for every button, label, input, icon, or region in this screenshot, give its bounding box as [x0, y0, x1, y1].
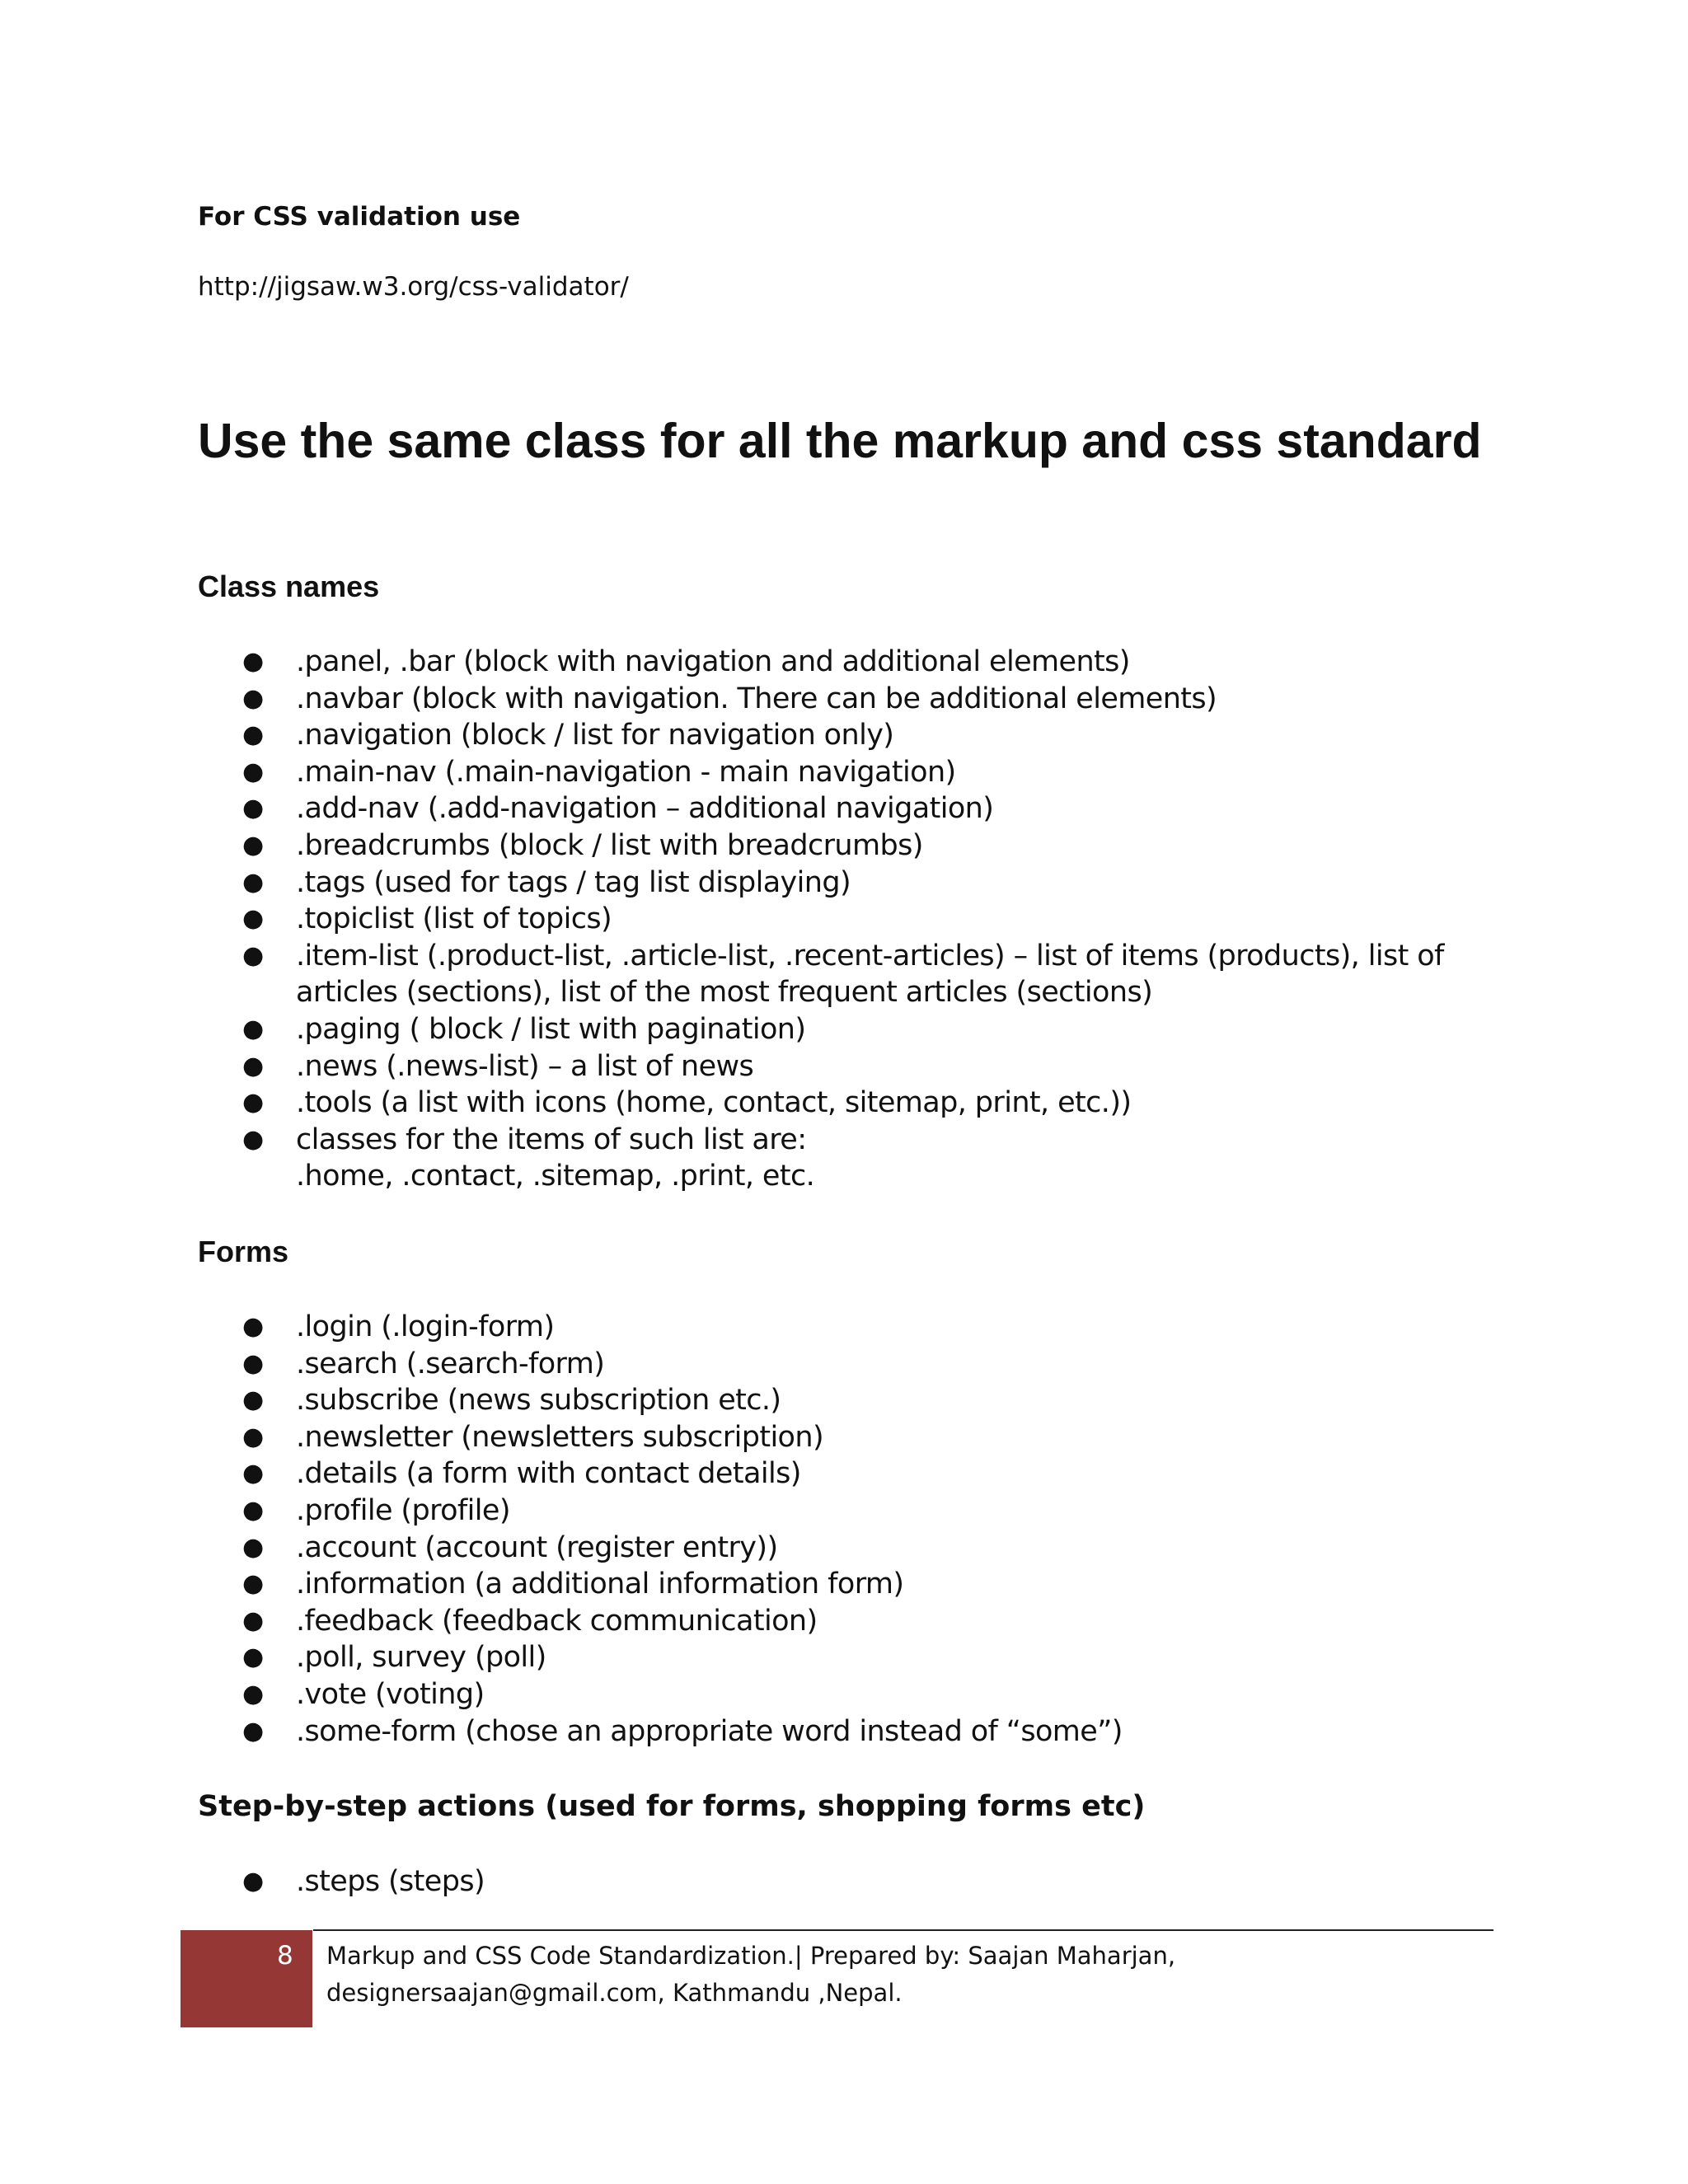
- list-item-continuation: .home, .contact, .sitemap, .print, etc.: [296, 1160, 815, 1193]
- steps-list: [198, 1863, 1517, 1900]
- bullet-icon: ●: [242, 1312, 264, 1341]
- list-item: ● .profile (profile): [198, 1493, 1517, 1530]
- list-item: ● .newsletter (newsletters subscription): [198, 1419, 1517, 1456]
- list-item: ● .information (a additional information form): [198, 1566, 1517, 1603]
- bullet-icon: ●: [242, 1679, 264, 1708]
- bullet-icon: ●: [242, 1643, 264, 1672]
- bullet-icon: ●: [242, 1459, 264, 1488]
- bullet-icon: ●: [242, 1867, 264, 1896]
- bullet-icon: ●: [242, 1124, 264, 1154]
- list-item: ● .some-form (chose an appropriate word instead of “some”): [198, 1713, 1517, 1750]
- list-item: ● .navigation (block / list for navigation only): [198, 717, 1517, 754]
- bullet-icon: ●: [242, 830, 264, 860]
- list-item: ● .account (account (register entry)): [198, 1530, 1517, 1567]
- bullet-icon: ●: [242, 647, 264, 676]
- bullet-icon: ●: [242, 867, 264, 897]
- list-item: ● .subscribe (news subscription etc.): [198, 1382, 1517, 1419]
- list-item: ● .main-nav (.main-navigation - main navigation): [198, 754, 1517, 791]
- list-item: ● .item-list (.product-list, .article-list, .recent-articles) – list of items (products), list of: [198, 938, 1517, 975]
- list-item: ● .paging ( block / list with pagination): [198, 1011, 1517, 1048]
- step-by-step-heading: Step-by-step actions (used for forms, shopping forms etc): [198, 1790, 1146, 1823]
- footer-text: [326, 1938, 1175, 2012]
- list-item: ● .panel, .bar (block with navigation and additional elements): [198, 644, 1517, 681]
- list-item: ● .login (.login-form): [198, 1309, 1517, 1346]
- bullet-icon: ●: [242, 1495, 264, 1525]
- footer-line-1: Markup and CSS Code Standardization.| Prepared by: Saajan Maharjan,: [326, 1942, 1176, 1970]
- list-item: ● .poll, survey (poll): [198, 1639, 1517, 1676]
- class-names-heading: Class names: [198, 569, 380, 603]
- bullet-icon: ●: [242, 794, 264, 823]
- list-item-continuation: articles (sections), list of the most frequent articles (sections): [296, 976, 1153, 1010]
- bullet-icon: ●: [242, 683, 264, 713]
- bullet-icon: ●: [242, 1088, 264, 1118]
- forms-list: [198, 1309, 1517, 1750]
- forms-heading: Forms: [198, 1235, 289, 1268]
- list-item: ● .tags (used for tags / tag list displaying): [198, 865, 1517, 902]
- list-item: ● .feedback (feedback communication): [198, 1603, 1517, 1640]
- list-item: ● .steps (steps): [198, 1863, 1517, 1900]
- bullet-icon: ●: [242, 1014, 264, 1043]
- bullet-icon: ●: [242, 1569, 264, 1599]
- footer-line-2: designersaajan@gmail.com, Kathmandu ,Nepal.: [326, 1979, 903, 2007]
- bullet-icon: ●: [242, 720, 264, 750]
- css-validation-label: For CSS validation use: [198, 202, 521, 232]
- list-item: ● .news (.news-list) – a list of news: [198, 1048, 1517, 1085]
- bullet-icon: ●: [242, 1605, 264, 1635]
- bullet-icon: ●: [242, 904, 264, 934]
- footer-divider: [313, 1929, 1493, 1931]
- list-item: ● classes for the items of such list are:: [198, 1122, 1517, 1159]
- bullet-icon: ●: [242, 1348, 264, 1378]
- list-item: ● .topiclist (list of topics): [198, 901, 1517, 938]
- css-validator-url: http://jigsaw.w3.org/css-validator/: [198, 272, 629, 302]
- list-item: ● .add-nav (.add-navigation – additional navigation): [198, 790, 1517, 827]
- bullet-icon: ●: [242, 940, 264, 970]
- bullet-icon: ●: [242, 1385, 264, 1415]
- page-number: 8: [277, 1941, 293, 1971]
- list-item: ● .breadcrumbs (block / list with breadcrumbs): [198, 827, 1517, 865]
- bullet-icon: ●: [242, 757, 264, 786]
- list-item: ● .vote (voting): [198, 1676, 1517, 1713]
- list-item: ● .navbar (block with navigation. There can be additional elements): [198, 681, 1517, 718]
- main-heading: Use the same class for all the markup and css standard: [198, 414, 1482, 468]
- class-names-list: [198, 644, 1517, 1195]
- list-item: ● .tools (a list with icons (home, contact, sitemap, print, etc.)): [198, 1085, 1517, 1122]
- bullet-icon: ●: [242, 1532, 264, 1562]
- list-item: ● .details (a form with contact details): [198, 1455, 1517, 1493]
- list-item: ● .search (.search-form): [198, 1346, 1517, 1383]
- bullet-icon: ●: [242, 1051, 264, 1080]
- bullet-icon: ●: [242, 1422, 264, 1451]
- bullet-icon: ●: [242, 1716, 264, 1746]
